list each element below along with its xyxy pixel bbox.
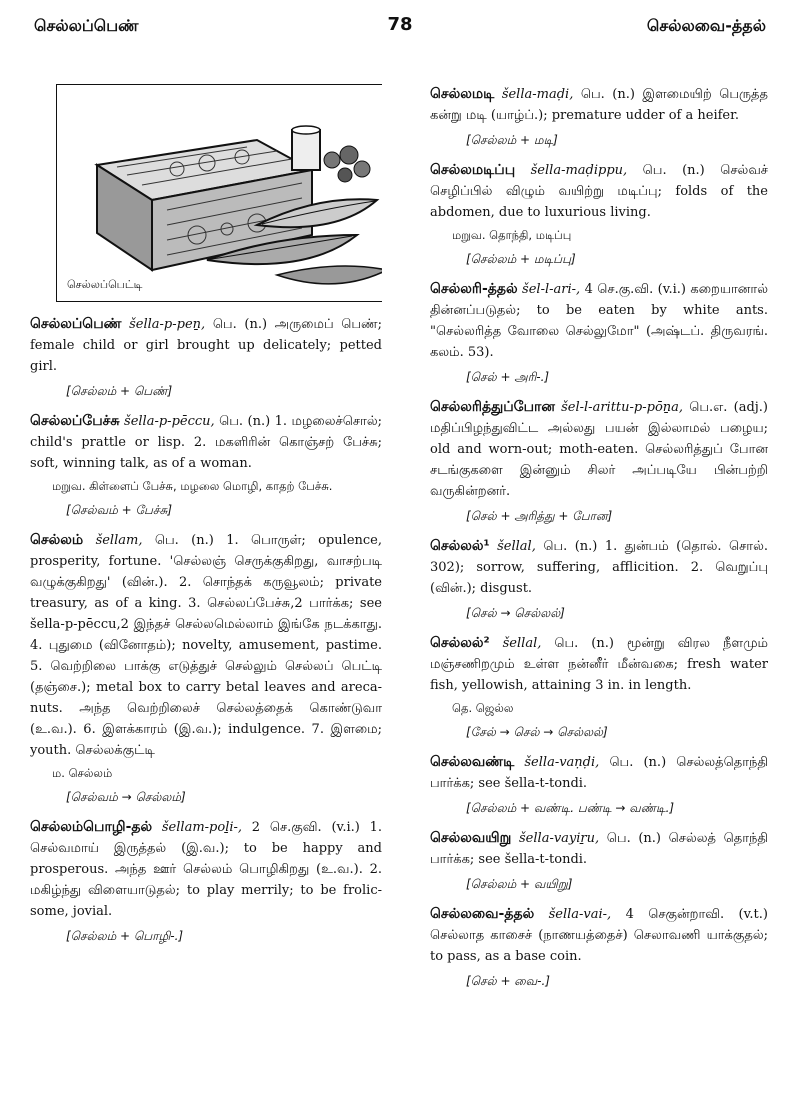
- transliteration: šella-vaṇḍi,: [524, 755, 600, 770]
- definition: பெ. (n.) செல்லத் தொந்தி பார்க்க; see šella-t-tondi.: [430, 831, 768, 867]
- dictionary-entry: [430, 752, 768, 819]
- dictionary-entry: [430, 633, 768, 743]
- dictionary-entry: [430, 536, 768, 624]
- dictionary-entry: [30, 817, 382, 947]
- etymology: [சேல் → செல் → செல்லல்]: [466, 725, 608, 739]
- etymology: [செல்லம் + வயிறு]: [466, 877, 573, 891]
- etymology: [செல் → செல்லல்]: [466, 606, 565, 620]
- headword: செல்லவண்டி: [430, 754, 515, 770]
- illustration-caption: செல்லப்பெட்டி: [67, 278, 143, 291]
- headword: செல்லம்: [30, 532, 84, 548]
- etymology: [செல்லம் + பொழி-.]: [66, 929, 184, 943]
- dictionary-entry: [430, 160, 768, 270]
- headword: செல்லம்பொழி-தல்: [30, 819, 153, 835]
- transliteration: šella-vai-,: [548, 907, 612, 922]
- dictionary-entry: [430, 397, 768, 527]
- headword: செல்லவயிறு: [430, 830, 512, 846]
- definition: பெ. (n.) 1. பொருள்; opulence, prosperity, fortune. 'செல்லஞ் செருக்குகிறது, வாசற்படி வழுக்குகிறது' (வின்.). 2. சொந்தக் கருவூலம்; private treasury, as of a king. 3. செல்லப்பேச்சு,2 பார்க்க; see šella-p-pēccu,2 இந்தச் செல்லமெல்லாம் இங்கே நடக்காது. 4. புதுமை (வினோதம்); novelty, amusement, pastime. 5. வெற்றிலை பாக்கு எடுத்துச் செல்லும் செல்லப் பெட்டி (தஞ்சை.); metal box to carry betal leaves and areca-nuts. அந்த வெற்றிலைச் செல்லத்தைக் கொண்டுவா (உ.வ.). 6. இளக்காரம் (இ.வ.); indulgence. 7. இளமை; youth. செல்லக்குட்டி: [30, 533, 382, 758]
- headword: செல்லப்பேச்சு: [30, 413, 120, 429]
- etymology: [செல் + அரி-.]: [466, 370, 550, 384]
- definition: பெ. (n.) அருமைப் பெண்; female child or girl brought up delicately; petted girl.: [30, 317, 382, 374]
- headword: செல்லல்¹: [430, 538, 490, 554]
- definition: பெ. (n.) செல்வச் செழிப்பில் விழும் வயிற்று மடிப்பு; folds of the abdomen, due to luxurious living.: [430, 163, 768, 220]
- synonyms: மறுவ. தொந்தி, மடிப்பு: [452, 228, 572, 242]
- headword: செல்லரி-த்தல்: [430, 281, 518, 297]
- definition: 4 செ.கு.வி. (v.i.) கறையானால் தின்னப்படுதல்; to be eaten by white ants. "செல்லரித்த வோலை செல்லுமோ" (அஷ்டப். திருவரங். கலம். 53).: [430, 282, 768, 360]
- dictionary-entry: [430, 279, 768, 388]
- transliteration: šel-l-ari-,: [522, 282, 581, 297]
- transliteration: šellam,: [95, 533, 143, 548]
- etymology: [செல் + அரித்து + போன]: [466, 509, 613, 523]
- left-column: [30, 84, 382, 1078]
- definition: பெ. (n.) செல்லத்தொந்தி பார்க்க; see šella-t-tondi.: [430, 755, 768, 791]
- transliteration: šella-p-pēccu,: [124, 414, 215, 429]
- etymology: [செல் + வை-.]: [466, 974, 550, 988]
- transliteration: šel-l-arittu-p-pōṉa,: [561, 400, 684, 415]
- etymology: [செல்லம் + மடி]: [466, 133, 558, 147]
- etymology: [செல்லம் + வண்டி. பண்டி → வண்டி.]: [466, 801, 675, 815]
- transliteration: šellal,: [497, 539, 536, 554]
- dictionary-entry: [430, 828, 768, 895]
- page-number: 78: [387, 14, 413, 35]
- etymology: [செல்வம் → செல்லம்]: [66, 790, 186, 804]
- etymology: [செல்லம் + மடிப்பு]: [466, 252, 576, 266]
- etymology: [செல்வம் + பேச்சு]: [66, 503, 173, 517]
- transliteration: šella-p-peṉ,: [129, 317, 206, 332]
- definition: பெ.எ. (adj.) மதிப்பிழந்துவிட்ட அல்லது பயன் இல்லாமல் பழைய; old and worn-out; moth-eaten. செல்லரித்துப் போன சடங்குகளை இன்னும் சிலர் அப்படியே பின்பற்றி வருகின்றனர்.: [430, 400, 768, 499]
- definition: 4 செகுன்றாவி. (v.t.) செல்லாத காசைச் (நாணயத்தைச்) செலாவணி யாக்குதல்; to pass, as a base coin.: [430, 907, 768, 964]
- etymology: [செல்லம் + பெண்]: [66, 384, 173, 398]
- dictionary-entry: [430, 84, 768, 151]
- definition: பெ. (n.) 1. துன்பம் (தொல். சொல். 302); sorrow, suffering, afflicition. 2. வெறுப்பு (வின்.); disgust.: [430, 539, 768, 596]
- synonyms: மறுவ. கிள்ளைப் பேச்சு, மழலை மொழி, காதற் பேச்சு.: [52, 479, 333, 493]
- headword: செல்லவை-த்தல்: [430, 906, 535, 922]
- headword: செல்லல்²: [430, 635, 490, 651]
- page-header: [34, 10, 766, 40]
- headword: செல்லப்பெண்: [30, 316, 122, 332]
- definition: 2 செ.குவி. (v.i.) 1. செல்வமாய் இருத்தல் (இ.வ.); to be happy and prosperous. அந்த ஊர் செல்லம் பொழிகிறது (உ.வ.). 2. மகிழ்ந்து விளையாடுதல்; to play merrily; to be frolic-some, jovial.: [30, 820, 382, 919]
- transliteration: šella-maḍippu,: [530, 163, 628, 178]
- dictionary-entry: [30, 314, 382, 402]
- running-head-right: செல்லவை-த்தல்: [646, 16, 766, 35]
- decorated-box-illustration-icon: [57, 85, 382, 300]
- dictionary-entry: [430, 904, 768, 992]
- definition: பெ. (n.) 1. மழலைச்சொல்; child's prattle or lisp. 2. மகளிரின் கொஞ்சற் பேச்சு; soft, winning talk, as of a woman.: [30, 414, 382, 471]
- headword: செல்லரித்துப்போன: [430, 399, 555, 415]
- running-head-left: செல்லப்பெண்: [34, 16, 139, 35]
- right-column: [430, 84, 768, 1078]
- cognate: ம. செல்லம்: [52, 766, 113, 780]
- definition: பெ. (n.) இளமையிற் பெருத்த கன்று மடி (யாழ்ப்.); premature udder of a heifer.: [430, 87, 768, 123]
- transliteration: šella-maḍi,: [501, 87, 574, 102]
- dictionary-entry: [30, 411, 382, 521]
- headword: செல்லமடி: [430, 86, 495, 102]
- headword: செல்லமடிப்பு: [430, 162, 516, 178]
- dictionary-entry: [30, 530, 382, 808]
- cognate: தெ. ஜெல்ல: [452, 701, 514, 715]
- transliteration: šellam-poḻi-,: [161, 820, 243, 835]
- illustration-box: [56, 84, 382, 302]
- transliteration: šellal,: [502, 636, 542, 651]
- transliteration: šella-vayiṟu,: [519, 831, 600, 846]
- definition: பெ. (n.) மூன்று விரல நீளமும் மஞ்சணிறமும் உள்ள நன்னீர் மீன்வகை; fresh water fish, yellowish, attaining 3 in. in length.: [430, 636, 768, 693]
